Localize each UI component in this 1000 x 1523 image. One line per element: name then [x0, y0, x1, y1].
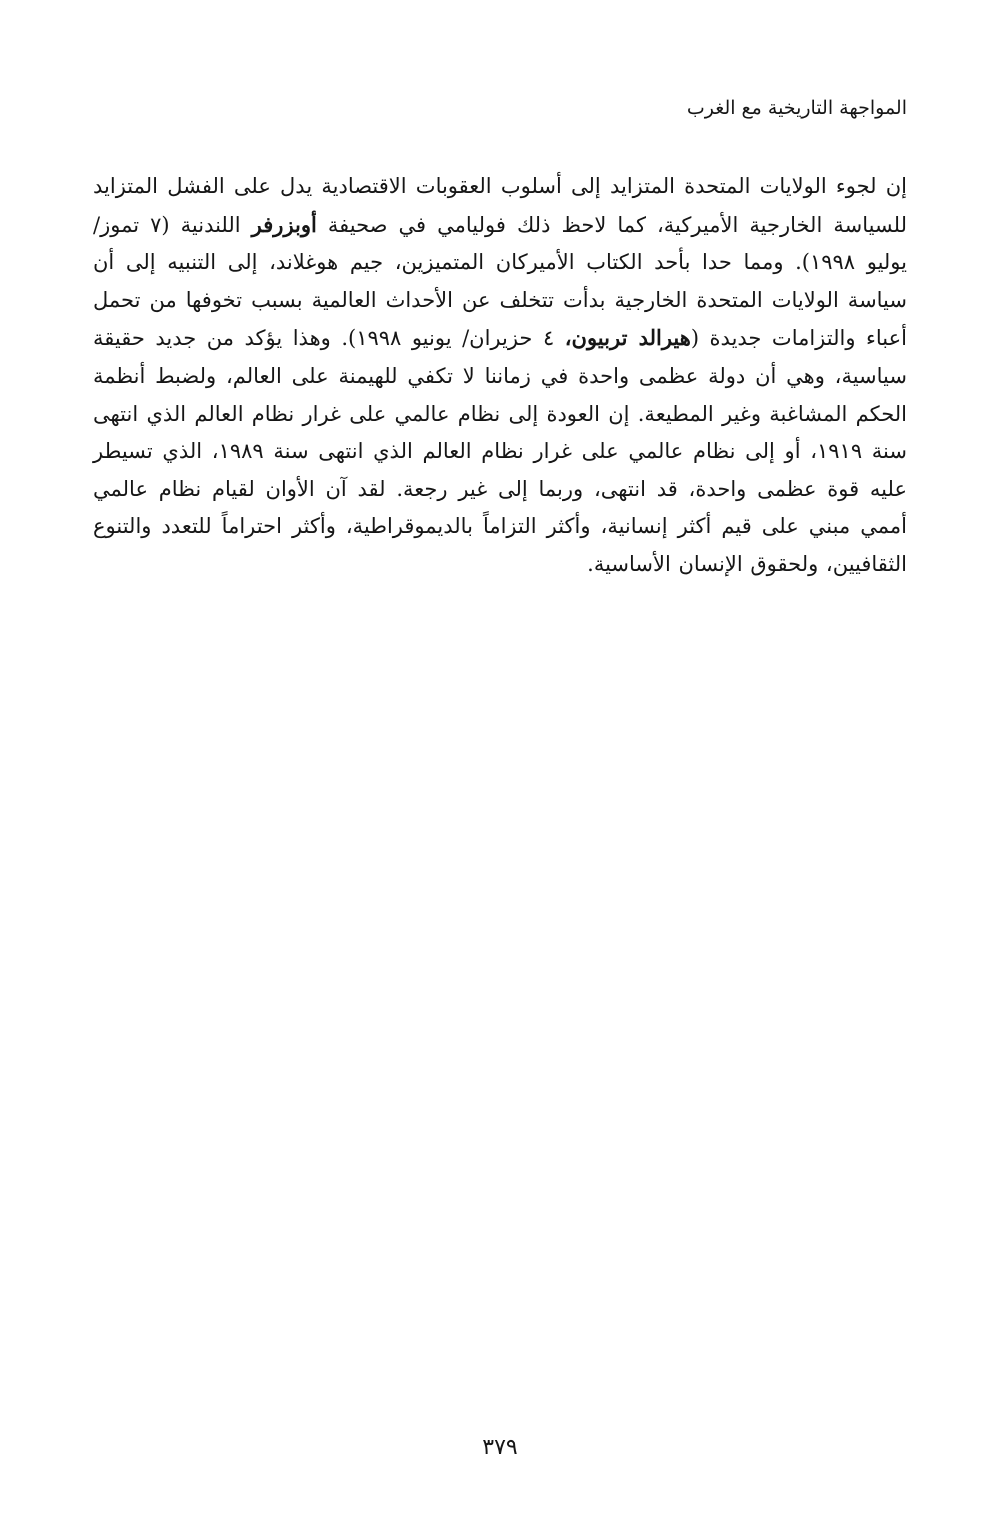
paragraph-text-2: اللندنية (٧ تموز/ يوليو ١٩٩٨). ومما حدا بأحد الكتاب الأميركان المتميزين، جيم هوغلاند، إلى التنبيه إلى أن سياسة الولايات المتحدة الخارجية بدأت تتخلف عن الأحداث العالمية بسبب تخوفها من تحمل أعباء والتزامات جديدة ( — [93, 212, 908, 351]
page-number: ٣٧٩ — [482, 1435, 518, 1460]
newspaper-name-herald-tribune: هيرالد تربيون، — [564, 325, 691, 351]
paragraph-text-1: إن لجوء الولايات المتحدة المتزايد إلى أسلوب العقوبات الاقتصادية يدل على الفشل المتزايد للسياسة الخارجية الأميركية، كما لاحظ ذلك فوليامي في صحيفة — [93, 174, 908, 237]
paragraph-text-3: ٤ حزيران/ يونيو ١٩٩٨). وهذا يؤكد من جديد حقيقة سياسية، وهي أن دولة عظمى واحدة في زماننا لا تكفي للهيمنة على العالم، ولضبط أنظمة الحكم المشاغبة وغير المطيعة. إن العودة إلى نظام عالمي على غرار نظام العالم الذي انتهى سنة ١٩١٩، أو إلى نظام عالمي على غرار نظام العالم الذي انتهى سنة ١٩٨٩، الذي تسيطر عليه قوة عظمى واحدة، قد انتهى، وربما إلى غير رجعة. لقد آن الأوان لقيام نظام عالمي أممي مبني على قيم أكثر إنسانية، وأكثر التزاماً بالديموقراطية، وأكثر احتراماً للتعدد والتنوع الثقافيين، ولحقوق الإنسان الأساسية. — [93, 326, 907, 576]
running-header: المواجهة التاريخية مع الغرب — [686, 97, 907, 119]
body-paragraph — [93, 168, 907, 584]
newspaper-name-observer: أوبزرفر — [251, 211, 317, 237]
